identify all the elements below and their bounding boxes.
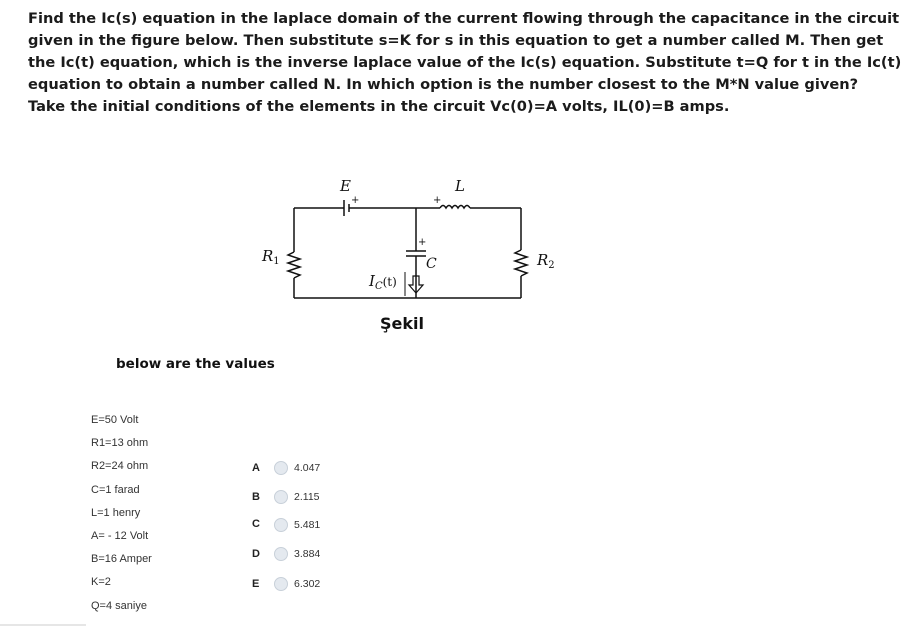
resistor-r2 bbox=[515, 250, 527, 276]
option-b-value: 2.115 bbox=[294, 491, 320, 503]
question-line-4: equation to obtain a number called N. In which option is the number closest to the M*N value given? bbox=[28, 76, 859, 93]
value-item: B=16 Amper bbox=[91, 553, 152, 565]
value-item: R1=13 ohm bbox=[91, 437, 149, 449]
label-ic-main: I bbox=[369, 272, 375, 290]
label-l-plus: + bbox=[433, 195, 442, 206]
question-line-5: Take the initial conditions of the elements in the circuit Vc(0)=A volts, IL(0)=B amps. bbox=[28, 98, 730, 115]
option-c-radio[interactable] bbox=[274, 518, 288, 532]
resistor-r1 bbox=[288, 252, 300, 278]
label-r1-sub: 1 bbox=[273, 256, 280, 267]
question-line-1: Find the Ic(s) equation in the laplace domain of the current flowing through the capacitance in the circuit bbox=[28, 10, 900, 27]
label-r1-main: R bbox=[262, 247, 274, 265]
value-item: C=1 farad bbox=[91, 484, 140, 496]
label-r2-main: R bbox=[537, 251, 549, 269]
values-heading: below are the values bbox=[116, 356, 275, 372]
value-item: R2=24 ohm bbox=[91, 460, 149, 472]
option-b-letter: B bbox=[252, 491, 260, 503]
label-ic-arg: (t) bbox=[382, 275, 397, 289]
option-c-value: 5.481 bbox=[294, 519, 321, 531]
option-e-letter: E bbox=[252, 578, 260, 590]
figure-caption: Şekil bbox=[380, 314, 424, 333]
divider bbox=[0, 624, 86, 626]
value-item: K=2 bbox=[91, 576, 111, 588]
question-line-2: given in the figure below. Then substitute s=K for s in this equation to get a number called M. Then get bbox=[28, 32, 884, 49]
label-l: L bbox=[455, 177, 465, 195]
label-c-plus: + bbox=[418, 237, 427, 248]
option-d-radio[interactable] bbox=[274, 547, 288, 561]
label-r1 bbox=[261, 247, 280, 267]
question-text bbox=[28, 8, 901, 118]
inductor bbox=[440, 206, 470, 209]
option-a-value: 4.047 bbox=[294, 462, 321, 474]
value-item: Q=4 saniye bbox=[91, 600, 147, 612]
circuit-diagram bbox=[250, 168, 555, 313]
capacitor bbox=[406, 251, 426, 256]
option-a-radio[interactable] bbox=[274, 461, 288, 475]
value-item: E=50 Volt bbox=[91, 414, 139, 426]
battery-e bbox=[344, 200, 349, 216]
option-a-letter: A bbox=[252, 462, 260, 474]
option-b-radio[interactable] bbox=[274, 490, 288, 504]
label-r2 bbox=[536, 251, 555, 271]
option-d-letter: D bbox=[252, 548, 260, 560]
option-d-value: 3.884 bbox=[294, 548, 321, 560]
value-item: A= - 12 Volt bbox=[91, 530, 149, 542]
label-ic-sub: C bbox=[374, 281, 383, 292]
option-e-radio[interactable] bbox=[274, 577, 288, 591]
value-item: L=1 henry bbox=[91, 507, 141, 519]
label-e-plus: + bbox=[351, 195, 360, 206]
label-r2-sub: 2 bbox=[548, 260, 555, 271]
label-e: E bbox=[340, 177, 351, 195]
label-c: C bbox=[426, 256, 437, 272]
option-e-value: 6.302 bbox=[294, 578, 321, 590]
option-c-letter: C bbox=[252, 518, 260, 530]
label-ic bbox=[368, 272, 397, 292]
question-line-3: the Ic(t) equation, which is the inverse laplace value of the Ic(s) equation. Substitute t=Q for t in the Ic(t) bbox=[28, 54, 901, 71]
